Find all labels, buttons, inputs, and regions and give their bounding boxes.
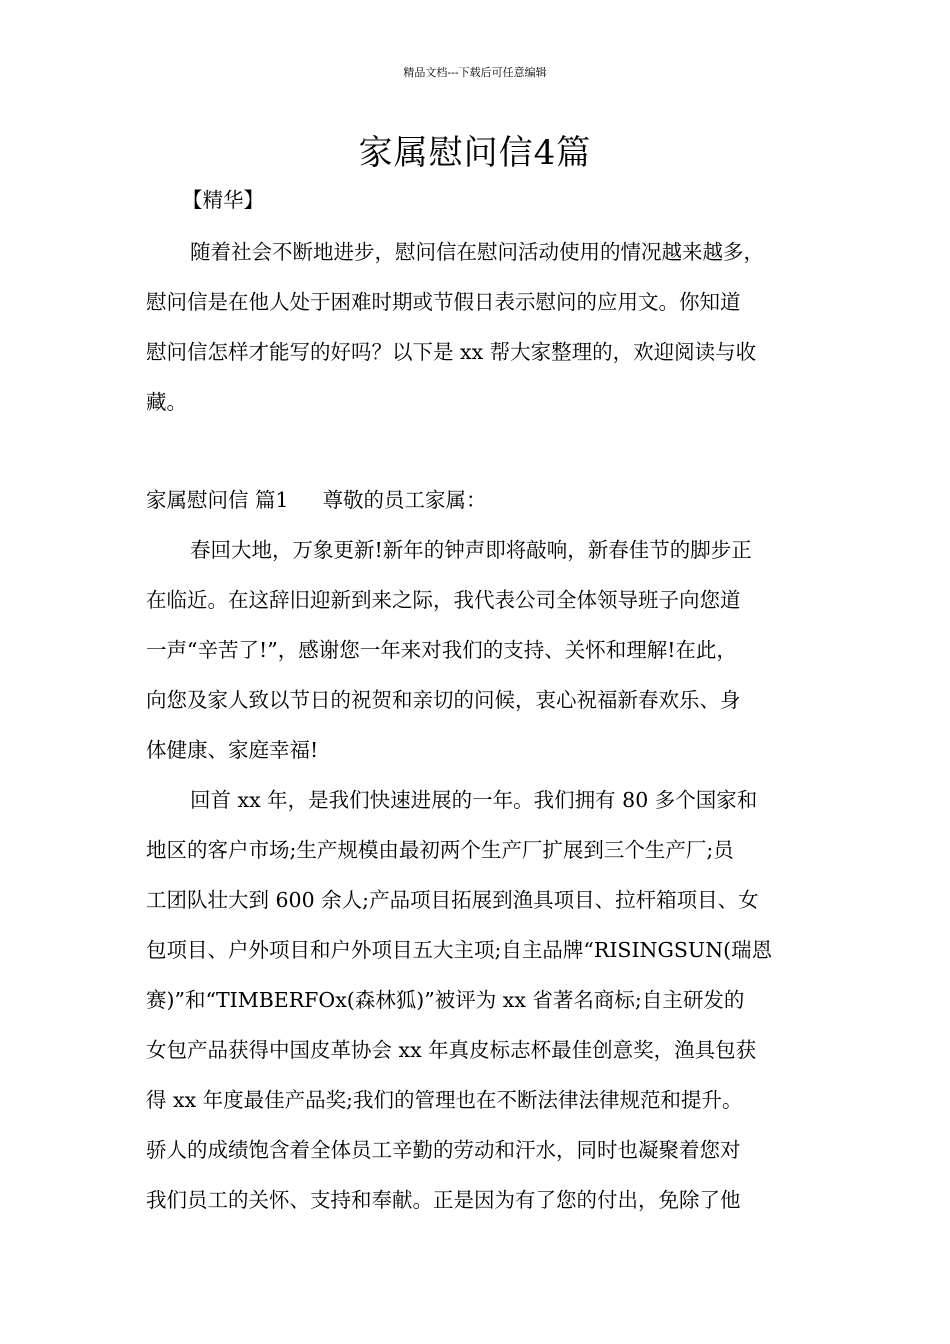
paragraph-line: 女包产品获得中国皮革协会 xx 年真皮标志杯最佳创意奖，渔具包获 xyxy=(146,1038,757,1062)
paragraph-line: 在临近。在这辞旧迎新到来之际，我代表公司全体领导班子向您道 xyxy=(146,588,741,612)
paragraph-line: 回首 xx 年，是我们快速进展的一年。我们拥有 80 多个国家和 xyxy=(190,788,758,812)
paragraph-line: 地区的客户市场;生产规模由最初两个生产厂扩展到三个生产厂;员 xyxy=(146,838,734,862)
paragraph-line: 赛)”和“TIMBERFOx(森林狐)”被评为 xx 省著名商标;自主研发的 xyxy=(146,988,745,1012)
page-header: 精品文档---下载后可任意编辑 xyxy=(403,66,547,79)
paragraph-line: 向您及家人致以节日的祝贺和亲切的问候，衷心祝福新春欢乐、身 xyxy=(146,688,741,712)
intro-line: 慰问信怎样才能写的好吗？以下是 xx 帮大家整理的，欢迎阅读与收 xyxy=(146,340,757,364)
paragraph-line: 包项目、户外项目和户外项目五大主项;自主品牌“RISINGSUN(瑞恩 xyxy=(146,938,773,962)
intro-line: 随着社会不断地进步，慰问信在慰问活动使用的情况越来越多， xyxy=(190,240,764,264)
paragraph-line: 体健康、家庭幸福! xyxy=(146,738,319,762)
section-heading-row xyxy=(146,486,826,514)
section-heading: 家属慰问信 篇1 xyxy=(146,488,289,512)
intro-line: 慰问信是在他人处于困难时期或节假日表示慰问的应用文。你知道 xyxy=(146,290,741,314)
paragraph-line: 我们员工的关怀、支持和奉献。正是因为有了您的付出，免除了他 xyxy=(146,1188,741,1212)
paragraph-line: 春回大地，万象更新!新年的钟声即将敲响，新春佳节的脚步正 xyxy=(190,538,752,562)
paragraph-line: 得 xx 年度最佳产品奖;我们的管理也在不断法律法律规范和提升。 xyxy=(146,1088,743,1112)
document-title: 家属慰问信4篇 xyxy=(358,133,592,173)
salutation: 尊敬的员工家属： xyxy=(322,488,487,512)
paragraph-line: 一声“辛苦了!”，感谢您一年来对我们的支持、关怀和理解!在此， xyxy=(146,638,737,662)
essence-tag: 【精华】 xyxy=(182,188,264,212)
paragraph-line: 骄人的成绩饱含着全体员工辛勤的劳动和汗水，同时也凝聚着您对 xyxy=(146,1138,741,1162)
intro-line: 藏。 xyxy=(146,390,187,414)
paragraph-line: 工团队壮大到 600 余人;产品项目拓展到渔具项目、拉杆箱项目、女 xyxy=(146,888,759,912)
